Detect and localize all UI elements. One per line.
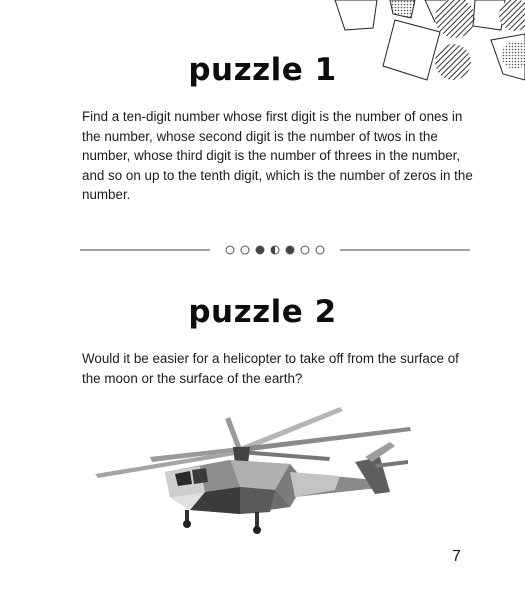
- divider-dot: [301, 246, 309, 254]
- divider-dot: [226, 246, 234, 254]
- puzzle-2-title: puzzle 2: [188, 294, 337, 330]
- section-divider: [80, 240, 470, 260]
- divider-dot: [241, 246, 249, 254]
- divider-dot: [256, 246, 264, 254]
- puzzle-1-text: Find a ten-digit number whose first digit is the number of ones in the number, whose second digit is the number of twos in the number, whose third digit is the number of threes in the number, and so on up to the tenth digit, which is the number of zeros in the number.: [82, 109, 473, 202]
- divider-dot: [316, 246, 324, 254]
- divider-dot: [286, 246, 294, 254]
- page-number: 7: [452, 548, 461, 565]
- puzzle-1-title: puzzle 1: [188, 52, 337, 88]
- puzzle-2-text: Would it be easier for a helicopter to take off from the surface of the moon or the surface of the earth?: [82, 351, 459, 386]
- helicopter-icon: [90, 402, 420, 542]
